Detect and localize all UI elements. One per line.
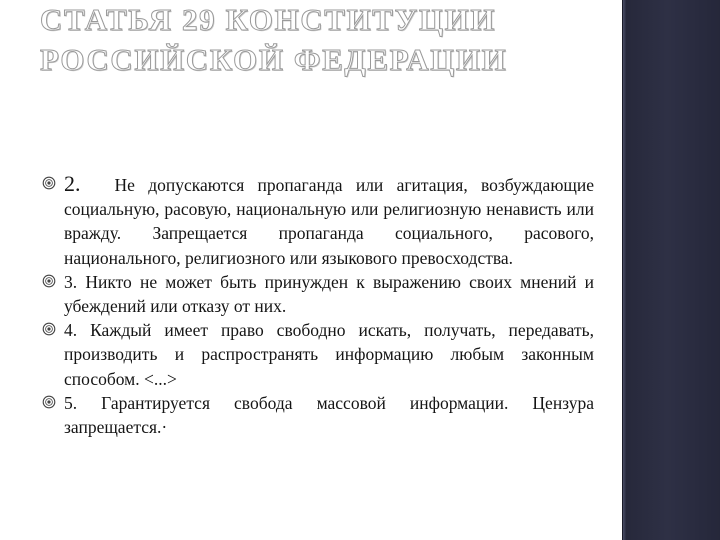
slide-title: СТАТЬЯ 29 КОНСТИТУЦИИ РОССИЙСКОЙ ФЕДЕРАЦИИ	[40, 2, 508, 77]
article-paragraph-3	[64, 270, 594, 318]
article-paragraph-5	[64, 391, 594, 439]
circle-bullet-icon	[42, 176, 56, 190]
article-paragraph-2	[64, 172, 594, 270]
article-text	[64, 172, 594, 439]
paragraph-body: Не допускаются пропаганда или агитация, возбуждающие социальную, расовую, национальную или религиозную ненависть или вражду. Запрещается пропаганда социального, расового, национального, религиозного или языкового превосходства.	[64, 175, 594, 268]
circle-bullet-icon	[42, 274, 56, 288]
paragraph-body: 4. Каждый имеет право свободно искать, получать, передавать, производить и распространять информацию любым законным способом. <...>	[64, 320, 594, 389]
paragraph-number: 2.	[64, 171, 81, 196]
paragraph-body: 3. Никто не может быть принужден к выражению своих мнений и убеждений или отказу от них.	[64, 271, 594, 317]
circle-bullet-icon	[42, 395, 56, 409]
circle-bullet-icon	[42, 322, 56, 336]
article-paragraph-4	[64, 318, 594, 391]
paragraph-body: 5. Гарантируется свобода массовой информации. Цензура запрещается.·	[64, 392, 594, 438]
decorative-side-bar	[622, 0, 720, 540]
side-bar-edge	[623, 0, 626, 540]
